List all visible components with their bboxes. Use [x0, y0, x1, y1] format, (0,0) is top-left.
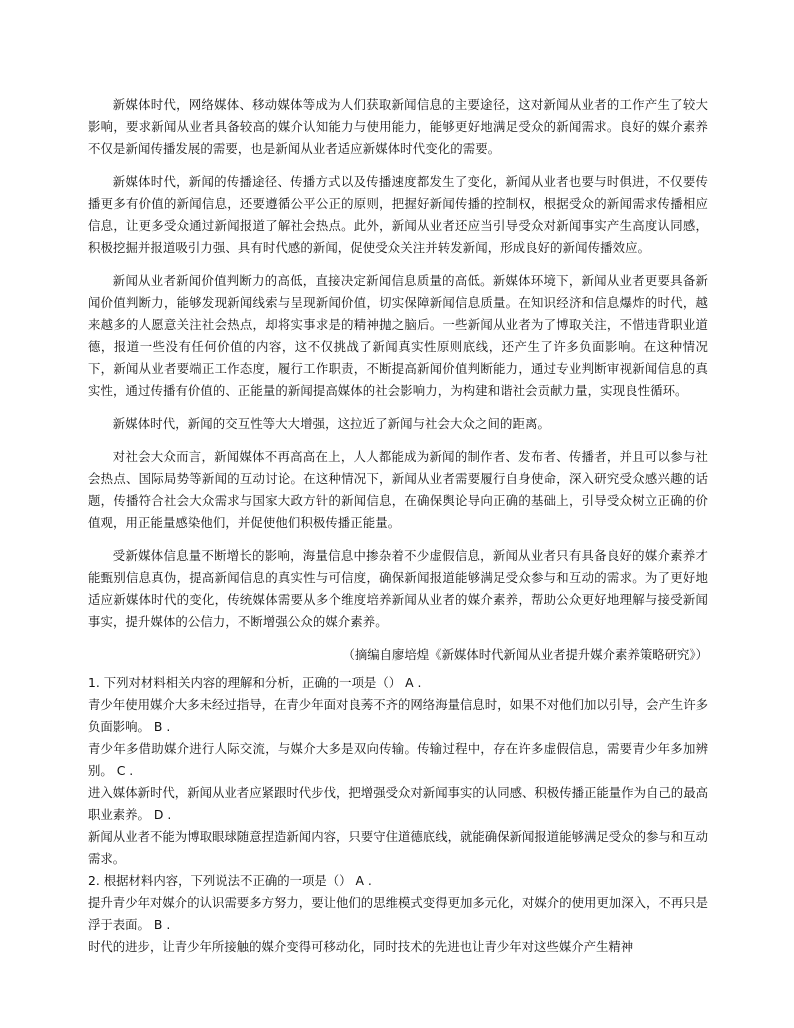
question-2-stem: 2. 根据材料内容，下列说法不正确的一项是（） A . — [88, 873, 372, 888]
question-1-option-c: 进入媒体新时代，新闻从业者应紧跟时代步伐，把增强受众对新闻事实的认同感、积极传播正能量作为自己的最高职业素养。 D . — [88, 785, 708, 822]
passage-paragraph-2: 新媒体时代，新闻的传播途径、传播方式以及传播速度都发生了变化，新闻从业者也要与时俱进，不仅要传播更多有价值的新闻信息，还要遵循公平公正的原则，把握好新闻传播的控制权，根据受众的新闻需求传播相应信息，让更多受众通过新闻报道了解社会热点。此外，新闻从业者还应当引导受众对新闻事实产生高度认同感，积极挖掘并报道吸引力强、具有时代感的新闻，促使受众关注并转发新闻，形成良好的新闻传播效应。 — [88, 174, 708, 255]
question-1-stem: 1. 下列对材料相关内容的理解和分析，正确的一项是（） A . — [88, 675, 422, 690]
passage-paragraph-3: 新闻从业者新闻价值判断力的高低，直接决定新闻信息质量的高低。新媒体环境下，新闻从业者更要具备新闻价值判断力，能够发现新闻线索与呈现新闻价值，切实保障新闻信息质量。在知识经济和信息爆炸的时代，越来越多的人愿意关注社会热点，却将实事求是的精神抛之脑后。一些新闻从业者为了博取关注，不惜违背职业道德，报道一些没有任何价值的内容，这不仅挑战了新闻真实性原则底线，还产生了许多负面影响。在这种情况下，新闻从业者要端正工作态度，履行工作职责，不断提高新闻价值判断能力，通过专业判断审视新闻信息的真实性，通过传播有价值的、正能量的新闻提高媒体的社会影响力，为构建和谐社会贡献力量，实现良性循环。 — [88, 273, 708, 398]
passage-paragraph-5: 对社会大众而言，新闻媒体不再高高在上，人人都能成为新闻的制作者、发布者、传播者，并且可以参与社会热点、国际局势等新闻的互动讨论。在这种情况下，新闻从业者需要履行自身使命，深入研究受众感兴趣的话题，传播符合社会大众需求与国家大政方针的新闻信息，在确保舆论导向正确的基础上，引导受众树立正确的价值观，用正能量感染他们，并促使他们积极传播正能量。 — [88, 449, 708, 530]
source-citation: （摘编自廖培煌《新媒体时代新闻从业者提升媒介素养策略研究》） — [342, 647, 708, 662]
question-1-option-b: 青少年多借助媒介进行人际交流，与媒介大多是双向传输。传输过程中，存在许多虚假信息，需要青少年多加辨别。 C . — [88, 741, 708, 778]
question-1-option-d: 新闻从业者不能为博取眼球随意捏造新闻内容，只要守住道德底线，就能确保新闻报道能够满足受众的参与和互动需求。 — [88, 829, 708, 866]
question-2-option-b: 时代的进步，让青少年所接触的媒介变得可移动化，同时技术的先进也让青少年对这些媒介产生精神 — [88, 939, 634, 954]
question-2-option-a: 提升青少年对媒介的认识需要多方努力，要让他们的思维模式变得更加多元化，对媒介的使用更加深入，不再只是浮于表面。 B . — [88, 895, 708, 932]
passage-paragraph-4: 新媒体时代，新闻的交互性等大大增强，这拉近了新闻与社会大众之间的距离。 — [112, 416, 550, 431]
document-page — [88, 94, 708, 958]
passage-paragraph-1: 新媒体时代，网络媒体、移动媒体等成为人们获取新闻信息的主要途径，这对新闻从业者的工作产生了较大影响，要求新闻从业者具备较高的媒介认知能力与使用能力，能够更好地满足受众的新闻需求。良好的媒介素养不仅是新闻传播发展的需要，也是新闻从业者适应新媒体时代变化的需要。 — [88, 97, 708, 156]
passage-paragraph-6: 受新媒体信息量不断增长的影响，海量信息中掺杂着不少虚假信息，新闻从业者只有具备良好的媒介素养才能甄别信息真伪，提高新闻信息的真实性与可信度，确保新闻报道能够满足受众参与和互动的需求。为了更好地适应新媒体时代的变化，传统媒体需要从多个维度培养新闻从业者的媒介素养，帮助公众更好地理解与接受新闻事实，提升媒体的公信力，不断增强公众的媒介素养。 — [88, 548, 708, 629]
question-1-option-a: 青少年使用媒介大多未经过指导，在青少年面对良莠不齐的网络海量信息时，如果不对他们加以引导，会产生许多负面影响。 B . — [88, 697, 708, 734]
